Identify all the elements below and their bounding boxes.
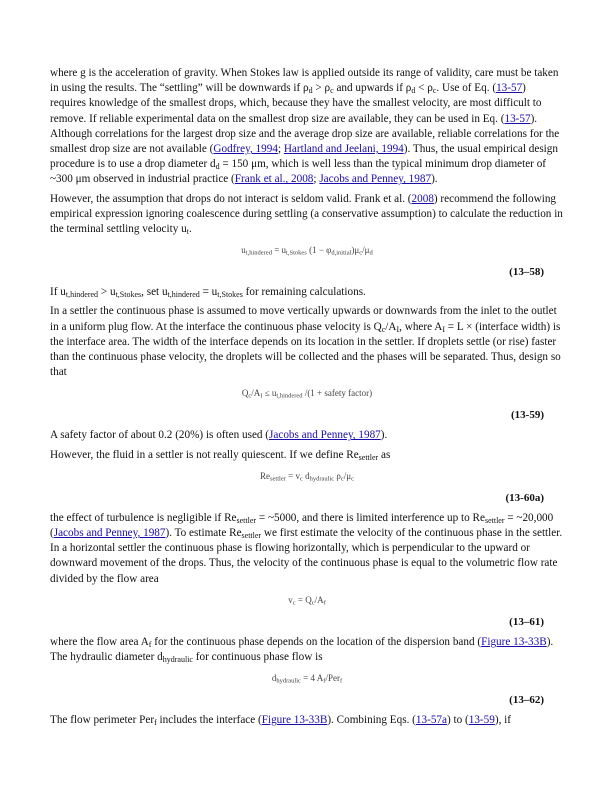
link-year-2008[interactable]: 2008	[411, 192, 434, 205]
paragraph-settler-plug-flow: In a settler the continuous phase is assumed to move vertically upwards or downwards from the inlet to the outlet in a uniform plug flow. At the interface the continuous phase velocity is $Q_c/A_I$, where $A_I = L$ × (interface width) is the interface area. The width of the interface depends on its location in the settler. If droplets settle (or rise) faster than the continuous phase velocity, the droplets will be collected and the phases will be separated. Thus, design so that	[50, 305, 561, 379]
paragraph-hindered-check: If $u_{t,hindered} > u_{t,Stokes}$, set $u_{t,hindered} = u_{t,Stokes}$ for remaining calculations.	[50, 286, 366, 300]
equation-number-13-61: (13–61)	[509, 615, 544, 628]
equation-13-62: $d_{hydraulic} = 4$ $A_f/Per_f$	[271, 673, 343, 685]
link-eq-13-57[interactable]: 13-57	[496, 82, 523, 95]
link-figure-13-33b[interactable]: Figure 13-33B	[481, 635, 547, 648]
link-eq-13-57-second[interactable]: 13-57	[504, 112, 531, 125]
link-godfrey-1994[interactable]: Godfrey, 1994	[213, 143, 278, 156]
paragraph-safety-factor: A safety factor of about 0.2 (20%) is often used (Jacobs and Penney, 1987).	[50, 429, 388, 442]
paragraph-flow-perimeter: The flow perimeter Per$_f$ includes the interface (Figure 13-33B). Combining Eqs. (13-57a) to (13-59), if	[50, 714, 511, 728]
equation-13-59: $Q_c/A_I \le u_{t,hindered}$ /(1 + safety factor)	[241, 388, 373, 400]
equation-number-13-62: (13–62)	[509, 694, 544, 707]
equation-number-13-60a: (13-60a)	[505, 491, 544, 504]
link-eq-13-59[interactable]: 13-59	[468, 714, 495, 727]
link-eq-13-57a[interactable]: 13-57a	[415, 714, 447, 727]
link-jacobs-penney-1987-c[interactable]: Jacobs and Penney, 1987	[53, 527, 166, 540]
equation-13-60a: $Re_{settler} = v_c$ $d_{hydraulic}$ $\rho_c/\mu_c$	[259, 470, 354, 483]
document-body	[50, 66, 564, 732]
paragraph-drop-interaction: However, the assumption that drops do not interact is seldom valid. Frank et al. (2008) recommend the following empirical expression ignoring coalescence during settling (a conservative assumption) to calculate the reduction in the terminal settling velocity $u_t$.	[50, 192, 563, 237]
link-hartland-jeelani-1994[interactable]: Hartland and Jeelani, 1994	[283, 143, 404, 156]
equation-13-58: $u_{t,hindered} = u_{t,Stokes}$ $(1 - \varphi_{d,initial})\mu_c/\mu_d$	[241, 245, 373, 257]
paragraph-stokes-validity: where g is the acceleration of gravity. When Stokes law is applied outside its range of validity, care must be taken in using the results. The “settling” will be downwards if $\rho_d > \rho_c$ and upwards if $\rho_d < \rho_c$. Use of Eq. (13-57) requires knowledge of the smallest drops, which, because they have the smallest velocity, are most difficult to remove. If reliable experimental data on the smallest drop size are available, they can be used in Eq. (13-57). Although correlations for the largest drop size and the average drop size are available, reliable correlations for the smallest drop size are not available (Godfrey, 1994; Hartland and Jeelani, 1994). Thus, the usual empirical design procedure is to use a drop diameter $d_d = 150$ μm, which is well less than the typical minimum drop diameter of ~300 μm observed in industrial practice (Frank et al., 2008; Jacobs and Penney, 1987).	[50, 67, 560, 186]
equation-number-13-58: (13–58)	[509, 266, 544, 279]
equation-number-13-59: (13-59)	[511, 409, 544, 422]
paragraph-turbulence: the effect of turbulence is negligible if $Re_{settler}$ = ~5000, and there is limited interference up to $Re_{settler}$ = ~20,000 (Jacobs and Penney, 1987). To estimate $Re_{settler}$ we first estimate the velocity of the continuous phase in the settler. In a horizontal settler the continuous phase is flowing horizontally, which is perpendicular to the upward or downward movement of the drops. Thus, the velocity of the continuous phase is equal to the volumetric flow rate divided by the flow area	[50, 511, 563, 585]
equation-13-61: $v_c = Q_c/A_f$	[288, 594, 326, 607]
paragraph-flow-area: where the flow area $A_f$ for the continuous phase depends on the location of the dispersion band (Figure 13-33B). The hydraulic diameter $d_{hydraulic}$ for continuous phase flow is	[50, 635, 554, 665]
link-figure-13-33b-b[interactable]: Figure 13-33B	[261, 714, 328, 727]
paragraph-reynolds-definition: However, the fluid in a settler is not really quiescent. If we define $Re_{settler}$ as	[50, 448, 391, 462]
link-jacobs-penney-1987-b[interactable]: Jacobs and Penney, 1987	[269, 429, 381, 442]
link-jacobs-penney-1987[interactable]: Jacobs and Penney, 1987	[319, 173, 432, 186]
link-frank-2008[interactable]: Frank et al., 2008	[234, 173, 314, 186]
